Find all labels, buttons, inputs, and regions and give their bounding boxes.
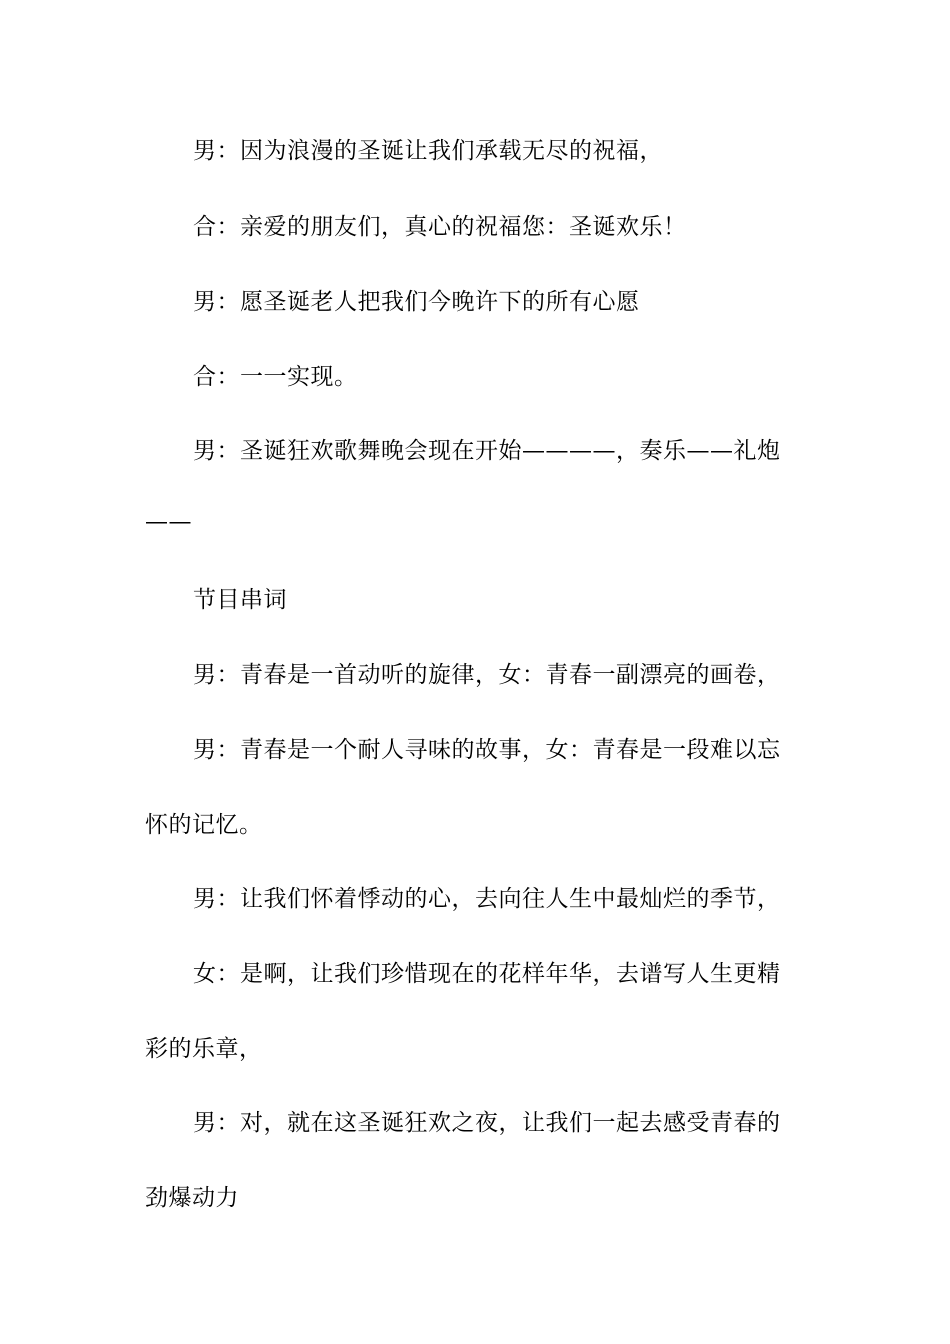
paragraph-continuation-line: 怀的记忆。 [145, 812, 263, 838]
paragraph-line: 男：因为浪漫的圣诞让我们承载无尽的祝福， [193, 138, 663, 164]
paragraph-line: 男：对，就在这圣诞狂欢之夜，让我们一起去感受青春的 [193, 1110, 781, 1136]
paragraph-line: 男：青春是一首动听的旋律，女：青春一副漂亮的画卷， [193, 662, 781, 688]
paragraph-line: 男：圣诞狂欢歌舞晚会现在开始————，奏乐——礼炮 [193, 438, 781, 464]
paragraph-line: 男：愿圣诞老人把我们今晚许下的所有心愿 [193, 289, 640, 315]
paragraph-continuation-line: 劲爆动力 [145, 1185, 239, 1211]
paragraph-line: 合：亲爱的朋友们，真心的祝福您：圣诞欢乐！ [193, 214, 687, 240]
paragraph-line: 合：一一实现。 [193, 364, 358, 390]
paragraph-continuation-line: 彩的乐章， [145, 1036, 263, 1062]
section-heading: 节目串词 [193, 587, 287, 613]
paragraph-line: 男：青春是一个耐人寻味的故事，女：青春是一段难以忘 [193, 737, 781, 763]
paragraph-continuation-line: —— [145, 509, 192, 535]
paragraph-line: 女：是啊，让我们珍惜现在的花样年华，去谱写人生更精 [193, 961, 781, 987]
paragraph-line: 男：让我们怀着悸动的心，去向往人生中最灿烂的季节， [193, 886, 781, 912]
